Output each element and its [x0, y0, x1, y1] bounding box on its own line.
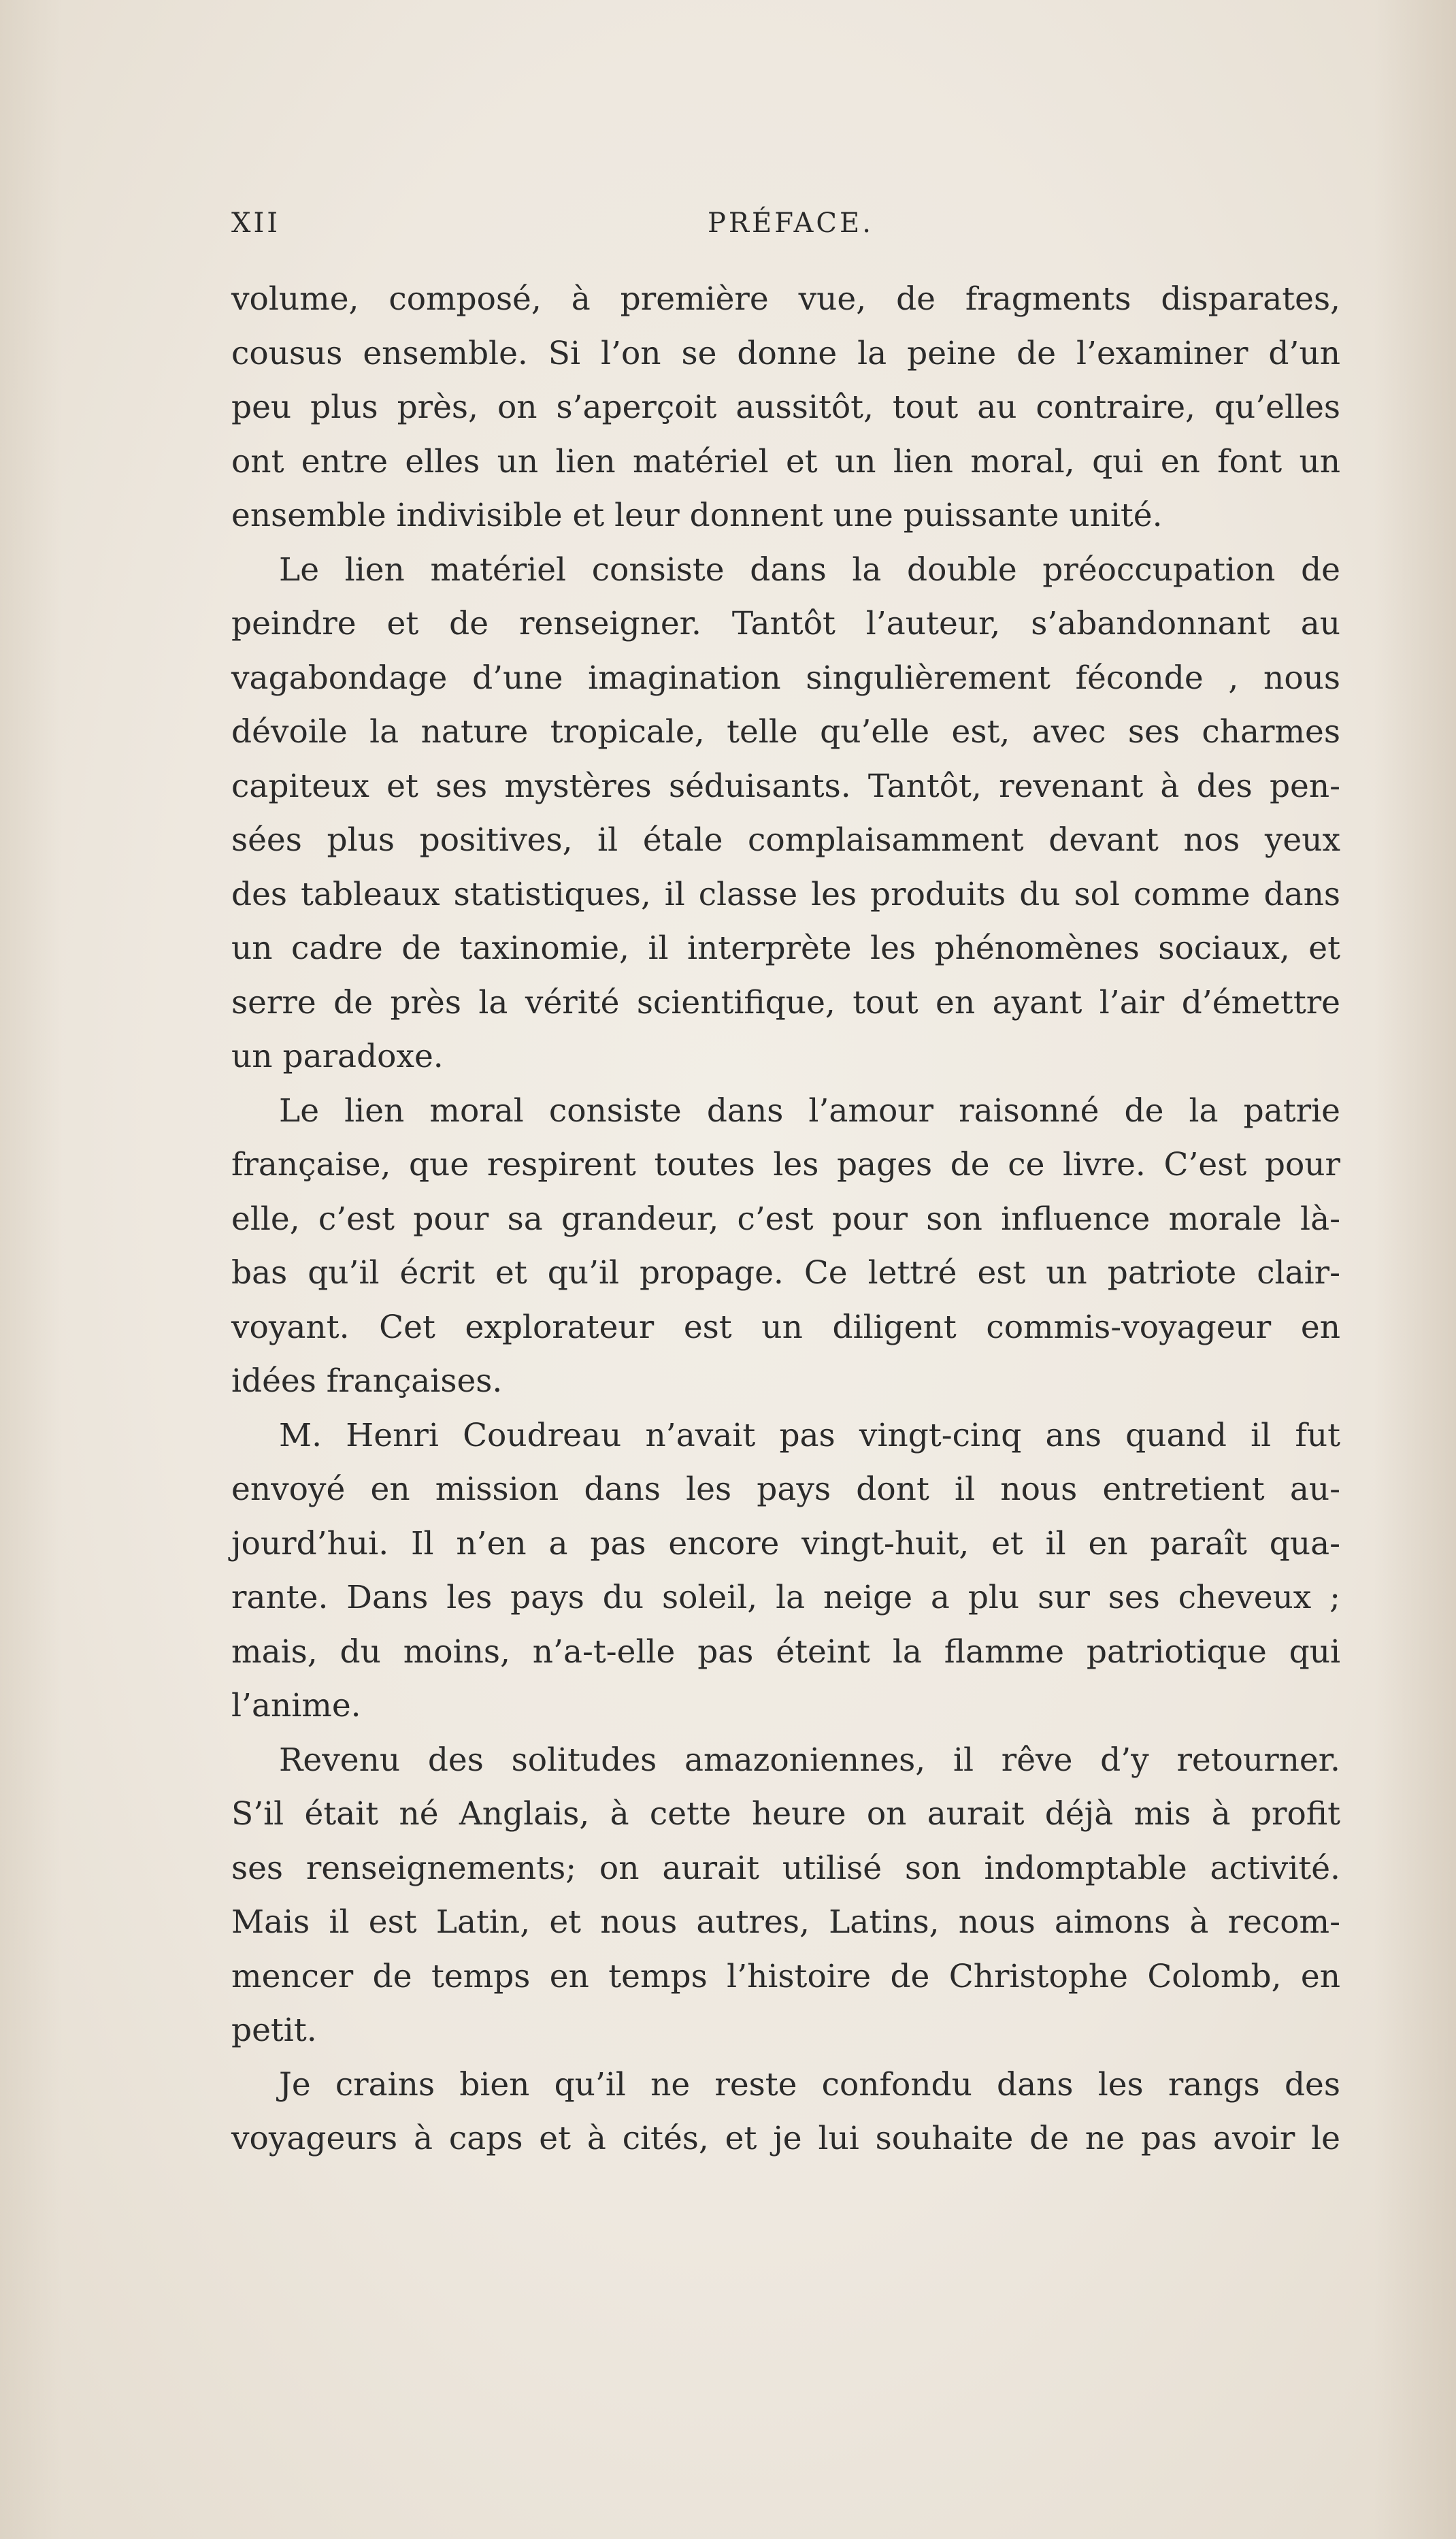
text-line: capiteux et ses mystères séduisants. Tantôt, revenant à des pen- [231, 767, 1340, 805]
text-line: sées plus positives, il étale complaisamment devant nos yeux [231, 821, 1340, 859]
text-line: rante. Dans les pays du soleil, la neige a plu sur ses cheveux ; [231, 1579, 1340, 1616]
text-line: un paradoxe. [231, 1038, 444, 1075]
text-line: S’il était né Anglais, à cette heure on aurait déjà mis à profit [231, 1795, 1340, 1833]
text-line: vagabondage d’une imagination singulièrement féconde , nous [231, 659, 1340, 697]
text-line: idées françaises. [231, 1362, 503, 1400]
running-header [231, 208, 1340, 248]
text-line: peu plus près, on s’aperçoit aussitôt, tout au contraire, qu’elles [231, 389, 1340, 426]
text-line: serre de près la vérité scientifique, tout en ayant l’air d’émettre [231, 983, 1340, 1021]
running-title: PRÉFACE. [708, 208, 874, 239]
page-shadow-left [0, 0, 61, 2539]
text-line: elle, c’est pour sa grandeur, c’est pour son influence morale là- [231, 1200, 1340, 1238]
text-line: ont entre elles un lien matériel et un lien moral, qui en font un [231, 442, 1340, 480]
text-line: dévoile la nature tropicale, telle qu’elle est, avec ses charmes [231, 713, 1340, 751]
text-line: Le lien matériel consiste dans la double préoccupation de [279, 551, 1340, 589]
text-line: mais, du moins, n’a-t-elle pas éteint la flamme patriotique qui [231, 1633, 1340, 1671]
text-line: petit. [231, 2012, 317, 2049]
text-line: Je crains bien qu’il ne reste confondu dans les rangs des [279, 2065, 1340, 2103]
text-line: un cadre de taxinomie, il interprète les phénomènes sociaux, et [231, 930, 1340, 967]
page-shadow-right [1374, 0, 1456, 2539]
text-line: ensemble indivisible et leur donnent une puissante unité. [231, 497, 1163, 534]
text-line: l’anime. [231, 1687, 361, 1724]
text-line: bas qu’il écrit et qu’il propage. Ce lettré est un patriote clair- [231, 1254, 1340, 1292]
text-line: voyageurs à caps et à cités, et je lui souhaite de ne pas avoir le [231, 2120, 1340, 2157]
text-line: volume, composé, à première vue, de fragments disparates, [231, 280, 1340, 318]
text-line: ses renseignements; on aurait utilisé son indomptable activité. [231, 1849, 1340, 1887]
text-line: jourd’hui. Il n’en a pas encore vingt-huit, et il en paraît qua- [231, 1524, 1340, 1562]
text-line: peindre et de renseigner. Tantôt l’auteur, s’abandonnant au [231, 605, 1340, 642]
text-line: voyant. Cet explorateur est un diligent commis-voyageur en [231, 1308, 1340, 1346]
text-line: Le lien moral consiste dans l’amour raisonné de la patrie [279, 1092, 1340, 1130]
text-line: envoyé en mission dans les pays dont il nous entretient au- [231, 1471, 1340, 1508]
text-line: Mais il est Latin, et nous autres, Latins, nous aimons à recom- [231, 1903, 1340, 1941]
text-line: française, que respirent toutes les pages de ce livre. C’est pour [231, 1146, 1340, 1183]
text-line: des tableaux statistiques, il classe les produits du sol comme dans [231, 875, 1340, 913]
page-number: XII [231, 208, 281, 239]
text-line: cousus ensemble. Si l’on se donne la peine de l’examiner d’un [231, 334, 1340, 372]
text-line: M. Henri Coudreau n’avait pas vingt-cinq ans quand il fut [279, 1416, 1340, 1454]
body-text [231, 272, 1340, 2166]
text-line: mencer de temps en temps l’histoire de Christophe Colomb, en [231, 1957, 1340, 1995]
text-line: Revenu des solitudes amazoniennes, il rêve d’y retourner. [279, 1741, 1340, 1779]
